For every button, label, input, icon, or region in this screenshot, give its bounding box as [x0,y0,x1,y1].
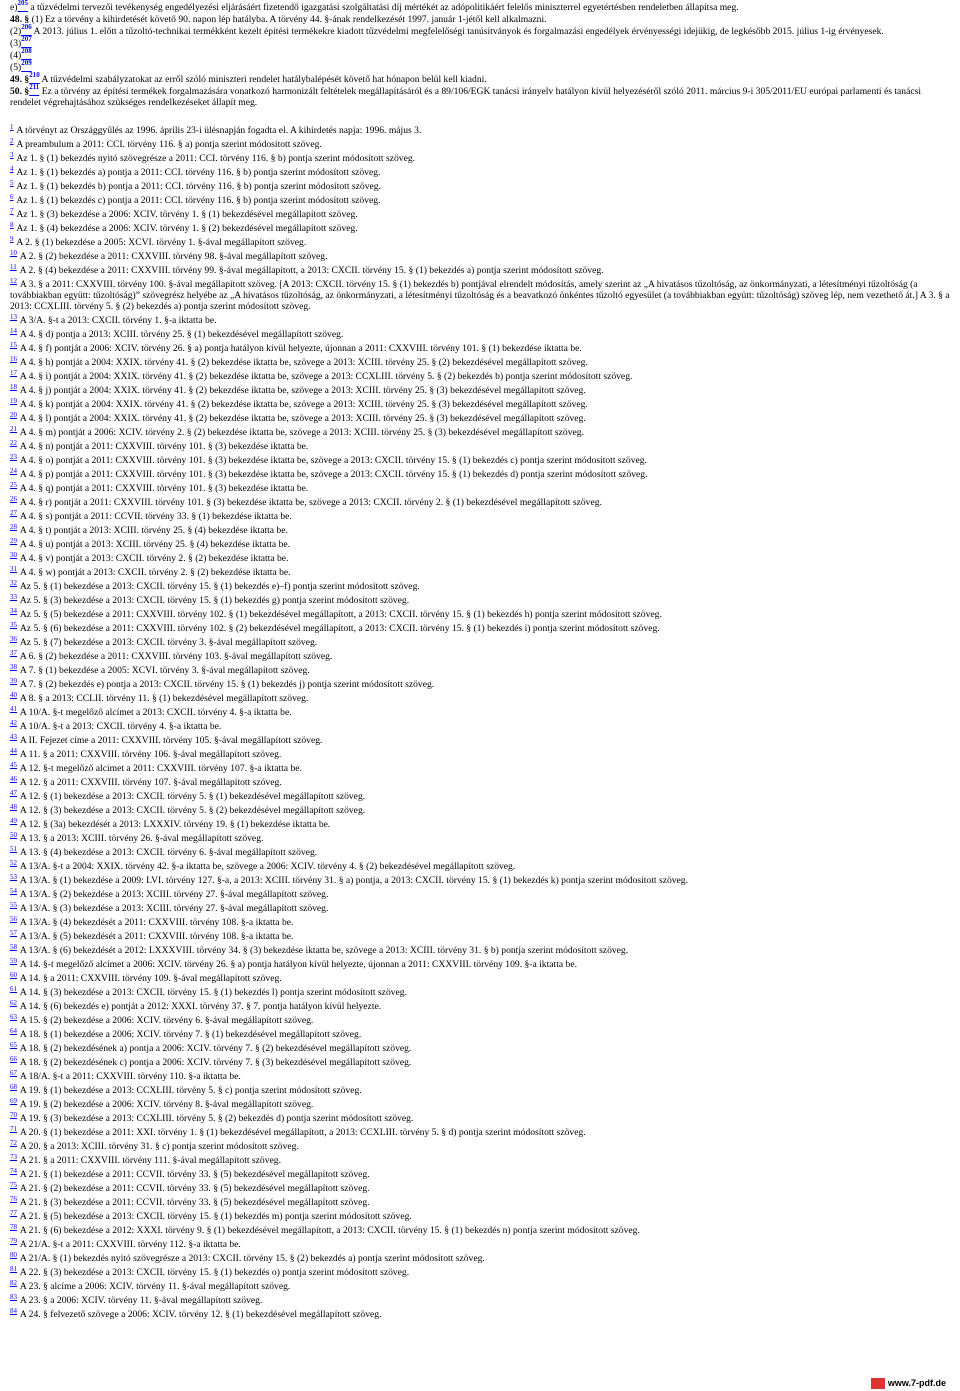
footnote-number-link[interactable]: 3 [10,151,14,159]
footnote-number-link[interactable]: 80 [10,1251,17,1259]
footnote-text: A 4. § v) pontját a 2013: CXCII. törvény 2. § (2) bekezdése iktatta be. [18,553,289,564]
footnote-number-link[interactable]: 79 [10,1237,17,1245]
footnote-item [10,1264,950,1278]
pdf-logo-icon [871,1378,885,1389]
footnote-number-link[interactable]: 56 [10,915,17,923]
footnote-number-link[interactable]: 77 [10,1209,17,1217]
footnote-text: Az 1. § (3) bekezdése a 2006: XCIV. törvény 1. § (1) bekezdésével megállapított szöveg. [14,209,358,220]
footnotes [10,122,950,1320]
footnote-number-link[interactable]: 18 [10,383,17,391]
footnote-text: A 12. § (3) bekezdése a 2013: CXCII. törvény 5. § (2) bekezdésével megállapított szöveg. [18,805,366,816]
footnote-number-link[interactable]: 36 [10,635,17,643]
footnote-text: A 19. § (3) bekezdése a 2013: CCXLIII. törvény 5. § (2) bekezdés d) pontja szerint módosított szöveg. [18,1113,414,1124]
footnote-text: A 23. § alcíme a 2006: XCIV. törvény 11. §-ával megállapított szöveg. [18,1281,291,1292]
footnote-number-link[interactable]: 74 [10,1167,17,1175]
footnote-text: A 6. § (2) bekezdése a 2011: CXXVIII. törvény 103. §-ával megállapított szöveg. [18,651,333,662]
footnote-number-link[interactable]: 32 [10,579,17,587]
footer-site: www.7-pdf.de [887,1378,946,1388]
footnote-text: A 21/A. § (1) bekezdés nyitó szövegrésze a 2013: CXCII. törvény 15. § (2) bekezdés a) pontja szerint módosított szöveg. [18,1253,485,1264]
footnote-number-link[interactable]: 23 [10,453,17,461]
footnote-text: A 21. § (3) bekezdése a 2011: CCVII. törvény 33. § (5) bekezdésével megállapított szöveg. [18,1197,370,1208]
footnote-item [10,662,950,676]
footnote-item [10,1166,950,1180]
footnote-item [10,550,950,564]
footnote-item [10,760,950,774]
footnote-item [10,368,950,382]
footnote-item [10,1278,950,1292]
footnote-item [10,1208,950,1222]
footnote-number-link[interactable]: 31 [10,565,17,573]
footnote-number-link[interactable]: 2 [10,137,14,145]
footnote-item [10,690,950,704]
footnote-number-link[interactable]: 72 [10,1139,17,1147]
footnote-number-link[interactable]: 45 [10,761,17,769]
footnote-text: A 14. § (6) bekezdés e) pontját a 2012: XXXI. törvény 37. § 7. pontja hatályon kívül helyezte. [18,1001,382,1012]
footnote-number-link[interactable]: 19 [10,397,17,405]
paragraph-prefix: 49. § [10,74,30,85]
footnote-number-link[interactable]: 57 [10,929,17,937]
footnote-ref[interactable]: 211 [29,83,40,91]
footnote-text: A 21. § (5) bekezdése a 2013: CXCII. törvény 15. § (1) bekezdés m) pontja szerint módosított szöveg. [18,1211,412,1222]
footnote-text: A 12. § (1) bekezdése a 2013: CXCII. törvény 5. § (1) bekezdésével megállapított szöveg. [18,791,366,802]
footnote-number-link[interactable]: 27 [10,509,17,517]
footnote-number-link[interactable]: 70 [10,1111,17,1119]
footnote-number-link[interactable]: 83 [10,1293,17,1301]
footnote-text: Az 1. § (1) bekezdés nyitó szövegrésze a 2011: CCI. törvény 116. § b) pontja szerint módosított szöveg. [14,153,416,164]
footnote-item [10,1222,950,1236]
footnote-item [10,1054,950,1068]
footnote-number-link[interactable]: 21 [10,425,17,433]
footnote-number-link[interactable]: 58 [10,943,17,951]
footnote-number-link[interactable]: 82 [10,1279,17,1287]
footnote-ref[interactable]: 207 [21,35,32,43]
footnote-text: A preambulum a 2011: CCI. törvény 116. § a) pontja szerint módosított szöveg. [14,139,322,150]
footnote-number-link[interactable]: 35 [10,621,17,629]
footnote-item [10,928,950,942]
footnote-item [10,452,950,466]
footnote-text: A 4. § h) pontját a 2004: XXIX. törvény 41. § (2) bekezdése iktatta be, szövege a 2013: XCIII. törvény 25. § (2) bekezdésével megállapított szöveg. [18,357,588,368]
footnote-number-link[interactable]: 61 [10,985,17,993]
footnote-number-link[interactable]: 33 [10,593,17,601]
footnote-item [10,1180,950,1194]
footnote-number-link[interactable]: 26 [10,495,17,503]
footnote-item [10,354,950,368]
footnote-text: A 13/A. § (1) bekezdése a 2009: LVI. törvény 127. §-a, a 2013: XCIII. törvény 31. § a) pontja, a 2013: CXCII. törvény 15. § (1) bekezdés k) pontja szerint módosított szöveg. [18,875,688,886]
footnote-item [10,206,950,220]
footnote-text: A 4. § q) pontját a 2011: CXXVIII. törvény 101. § (3) bekezdése iktatta be. [18,483,309,494]
footnote-item [10,620,950,634]
footnote-number-link[interactable]: 5 [10,179,14,187]
footnote-number-link[interactable]: 42 [10,719,17,727]
footnote-text: A 14. §-t megelőző alcímet a 2006: XCIV. törvény 26. § a) pontja hatályon kívül helyezte, újonnan a 2011: CXXVIII. törvény 109. §-a iktatta be. [18,959,577,970]
paragraph-text: a tűzvédelmi tervezői tevékenység engedélyezési eljárásáért fizetendő igazgatási szolgáltatási díj mértékét az adópolitikáért felelős miniszterrel egyetértésben rendeletben állapítsa meg. [27,2,739,13]
footnote-item [10,438,950,452]
footnote-item [10,984,950,998]
footnote-ref[interactable]: 210 [29,71,40,79]
footnote-text: Az 5. § (3) bekezdése a 2013: CXCII. törvény 15. § (1) bekezdés g) pontja szerint módosított szöveg. [18,595,410,606]
footnote-text: A 10/A. §-t megelőző alcímet a 2013: CXCII. törvény 4. §-a iktatta be. [18,707,292,718]
footnote-text: A 14. § (3) bekezdése a 2013: CXCII. törvény 15. § (1) bekezdés l) pontja szerint módosított szöveg. [18,987,407,998]
paragraph-text: A tűzvédelmi szabályzatokat az erről szóló miniszteri rendelet hatálybalépését követő hat hónapon belül kell kiadni. [39,74,487,85]
footnote-item [10,1068,950,1082]
footnote-number-link[interactable]: 8 [10,221,14,229]
footnote-item [10,1292,950,1306]
footnote-item [10,312,950,326]
footnote-text: A 7. § (1) bekezdése a 2005: XCVI. törvény 3. §-ával megállapított szöveg. [18,665,310,676]
footnote-item [10,816,950,830]
footnote-text: Az 5. § (6) bekezdése a 2011: CXXVIII. törvény 102. § (2) bekezdésével megállapított, a 2013: CXCII. törvény 15. § (1) bekezdés i) pontja szerint módosított szöveg. [18,623,660,634]
footnote-text: Az 5. § (1) bekezdése a 2013: CXCII. törvény 15. § (1) bekezdés e)–f) pontja szerint módosított szöveg. [18,581,420,592]
footnote-item [10,844,950,858]
footnote-text: A 4. § n) pontját a 2011: CXXVIII. törvény 101. § (3) bekezdése iktatta be. [18,441,309,452]
footnote-text: A 21/A. §-t a 2011: CXXVIII. törvény 112. §-a iktatta be. [18,1239,241,1250]
footnote-item [10,746,950,760]
footnote-text: A 21. § (2) bekezdése a 2011: CCVII. törvény 33. § (5) bekezdésével megállapított szöveg. [18,1183,370,1194]
footnote-text: A 7. § (2) bekezdés e) pontja a 2013: CXCII. törvény 15. § (1) bekezdés j) pontja szerint módosított szöveg. [18,679,435,690]
footnote-text: A 13/A. § (4) bekezdését a 2011: CXXVIII. törvény 108. §-a iktatta be. [18,917,294,928]
footnote-text: Az 5. § (7) bekezdése a 2013: CXCII. törvény 3. §-ával megállapított szöveg. [18,637,318,648]
footnote-text: A 13/A. §-t a 2004: XXIX. törvény 42. §-a iktatta be, szövege a 2006: XCIV. törvény 4. § (2) bekezdésével megállapított szöveg. [18,861,516,872]
footnote-text: A 4. § k) pontját a 2004: XXIX. törvény 41. § (2) bekezdése iktatta be, szövege a 2013: XCIII. törvény 25. § (3) bekezdésével megállapított szöveg. [18,399,588,410]
footnote-item [10,248,950,262]
footnote-number-link[interactable]: 30 [10,551,17,559]
footnote-number-link[interactable]: 28 [10,523,17,531]
footnote-text: A 19. § (1) bekezdése a 2013: CCXLIII. törvény 5. § c) pontja szerint módosított szöveg. [18,1085,362,1096]
paragraph-prefix: (4) [10,50,22,61]
footnote-text: A 18. § (2) bekezdésének a) pontja a 2006: XCIV. törvény 7. § (2) bekezdésével megállapított szöveg. [18,1043,412,1054]
footnote-text: A 15. § (2) bekezdése a 2006: XCIV. törvény 6. §-ával megállapított szöveg. [18,1015,314,1026]
footnote-number-link[interactable]: 17 [10,369,17,377]
footnote-item [10,1110,950,1124]
footnote-text: A 13/A. § (2) bekezdése a 2013: XCIII. törvény 27. §-ával megállapított szöveg. [18,889,329,900]
footnote-number-link[interactable]: 62 [10,999,17,1007]
footnote-item [10,914,950,928]
footnote-number-link[interactable]: 16 [10,355,17,363]
footnote-ref[interactable]: 206 [21,23,32,31]
footnote-text: A 4. § u) pontját a 2013: XCIII. törvény 25. § (4) bekezdése iktatta be. [18,539,291,550]
footnote-number-link[interactable]: 64 [10,1027,17,1035]
footnote-item [10,276,950,312]
footnote-number-link[interactable]: 38 [10,663,17,671]
footnote-item [10,592,950,606]
footnote-item [10,424,950,438]
footnote-number-link[interactable]: 71 [10,1125,17,1133]
footnote-item [10,234,950,248]
footnote-number-link[interactable]: 34 [10,607,17,615]
footnote-number-link[interactable]: 44 [10,747,17,755]
footnote-item [10,648,950,662]
footnote-number-link[interactable]: 47 [10,789,17,797]
footnote-item [10,480,950,494]
footnote-number-link[interactable]: 84 [10,1307,17,1315]
paragraph-prefix: (5) [10,62,22,73]
footnote-number-link[interactable]: 37 [10,649,17,657]
footnote-number-link[interactable]: 60 [10,971,17,979]
footnote-text: A 4. § s) pontját a 2011: CCVII. törvény 33. § (1) bekezdése iktatta be. [18,511,292,522]
footnote-item [10,676,950,690]
footnote-item [10,1138,950,1152]
footnote-number-link[interactable]: 76 [10,1195,17,1203]
footnote-text: Az 1. § (1) bekezdés c) pontja a 2011: CCI. törvény 116. § b) pontja szerint módosított szöveg. [14,195,381,206]
footnote-text: A 13/A. § (5) bekezdését a 2011: CXXVIII. törvény 108. §-a iktatta be. [18,931,294,942]
footnote-text: A 11. § a 2011: CXXVIII. törvény 106. §-ával megállapított szöveg. [18,749,282,760]
footnote-text: A 21. § (6) bekezdése a 2012: XXXI. törvény 9. § (1) bekezdésével megállapított, a 2013: CXCII. törvény 15. § (1) bekezdés n) pontja szerint módosított szöveg. [18,1225,640,1236]
footnote-text: A 22. § (3) bekezdése a 2013: CXCII. törvény 15. § (1) bekezdés o) pontja szerint módosított szöveg. [18,1267,410,1278]
footnote-number-link[interactable]: 11 [10,263,17,271]
law-paragraph [10,71,950,85]
footnote-number-link[interactable]: 54 [10,887,17,895]
paragraph-prefix: e) [10,2,18,13]
law-paragraph [10,23,950,37]
footnote-number-link[interactable]: 14 [10,327,17,335]
footnote-text: A 4. § w) pontját a 2013: CXCII. törvény 2. § (2) bekezdése iktatta be. [18,567,291,578]
footnote-text: A 14. § a 2011: CXXVIII. törvény 109. §-ával megállapított szöveg. [18,973,282,984]
footnote-item [10,340,950,354]
footnote-number-link[interactable]: 73 [10,1153,17,1161]
pdf-footer[interactable] [871,1378,946,1389]
footnote-number-link[interactable]: 22 [10,439,17,447]
footnote-text: A 4. § m) pontját a 2006: XCIV. törvény 2. § (2) bekezdése iktatta be, szövege a 2013: XCIII. törvény 25. § (3) bekezdésével megállapított szöveg. [18,427,584,438]
footnote-item [10,220,950,234]
footnote-number-link[interactable]: 39 [10,677,17,685]
footnote-item [10,1306,950,1320]
law-paragraph [10,2,950,13]
footnote-number-link[interactable]: 41 [10,705,17,713]
footnote-item [10,1124,950,1138]
footnote-text: A 21. § (1) bekezdése a 2011: CCVII. törvény 33. § (5) bekezdésével megállapított szöveg. [18,1169,370,1180]
footnote-text: A 12. §-t megelőző alcímet a 2011: CXXVIII. törvény 107. §-a iktatta be. [18,763,302,774]
footnote-item [10,830,950,844]
footnote-text: A 18. § (1) bekezdése a 2006: XCIV. törvény 7. § (1) bekezdésével megállapított szöveg. [18,1029,362,1040]
footnote-number-link[interactable]: 25 [10,481,17,489]
footnote-number-link[interactable]: 29 [10,537,17,545]
footnote-number-link[interactable]: 15 [10,341,17,349]
footnote-number-link[interactable]: 78 [10,1223,17,1231]
footnote-number-link[interactable]: 1 [10,123,14,131]
law-paragraph [10,14,950,25]
footnote-item [10,956,950,970]
footnote-item [10,494,950,508]
footnote-number-link[interactable]: 20 [10,411,17,419]
footnote-text: A 10/A. §-t a 2013: CXCII. törvény 4. §-a iktatta be. [18,721,222,732]
footnote-item [10,136,950,150]
footnote-text: A 3/A. §-t a 2013: CXCII. törvény 1. §-a iktatta be. [18,315,217,326]
footnote-ref[interactable]: 209 [21,59,32,67]
footnote-number-link[interactable]: 48 [10,803,17,811]
footnote-number-link[interactable]: 59 [10,957,17,965]
paragraph-prefix: (2) [10,26,22,37]
footnote-text: A 13. § (4) bekezdése a 2013: CXCII. törvény 6. §-ával megállapított szöveg. [18,847,318,858]
law-paragraph [10,35,950,49]
footnote-item [10,396,950,410]
footnote-text: A 20. § (1) bekezdése a 2011: XXI. törvény 1. § (1) bekezdésével megállapított, a 2013: CCXLIII. törvény 5. § d) pontja szerint módosított szöveg. [18,1127,586,1138]
footnote-item [10,900,950,914]
footnote-text: A 23. § a 2006: XCIV. törvény 11. §-ával megállapított szöveg. [18,1295,263,1306]
footnote-text: A 3. § a 2011: CXXVIII. törvény 100. §-ával megállapított szöveg. [A 2013: CXCII. törvény 15. § (1) bekezdés b) pontjával elrendelt módosítás, amely szerint az „A hivatásos tűzoltóság, az önkormányzati, a létesítményi tűzoltóság (a továbbiakban együtt: tűzoltóság)” szövegrész helyébe az „A hivatásos tűzoltóság, az önkormányzati, a létesítményi tűzoltóság és a beavatkozó önkéntes tűzoltó egyesület (a továbbiakban együtt: tűzoltóság) szöveg lép, nem vezethető át.] A 3. § a 2013: CCXLIII. törvény 5. § (2) bekezdés a) pontja szerint módosított szöveg. [10,279,950,312]
footnote-text: A 4. § l) pontját a 2004: XXIX. törvény 41. § (2) bekezdése iktatta be, szövege a 2013: XCIII. törvény 25. § (3) bekezdésével megállapított szöveg. [18,413,586,424]
footnote-text: A 12. § a 2011: CXXVIII. törvény 107. §-ával megállapított szöveg. [18,777,282,788]
footnote-number-link[interactable]: 10 [10,249,17,257]
footnote-text: A 4. § j) pontját a 2004: XXIX. törvény 41. § (2) bekezdése iktatta be, szövege a 2013: XCIII. törvény 25. § (3) bekezdésével megállapított szöveg. [18,385,586,396]
footnote-item [10,970,950,984]
footnote-item [10,1040,950,1054]
footnote-item [10,774,950,788]
paragraph-prefix: 50. § [10,86,30,97]
footnote-item [10,262,950,276]
footnote-number-link[interactable]: 7 [10,207,14,215]
footnote-item [10,508,950,522]
footnote-text: A 2. § (2) bekezdése a 2011: CXXVIII. törvény 98. §-ával megállapított szöveg. [18,251,328,262]
footnote-text: A 21. § a 2011: CXXVIII. törvény 111. §-ával megállapított szöveg. [18,1155,281,1166]
footnote-ref[interactable]: 205 [17,0,28,7]
footnote-number-link[interactable]: 4 [10,165,14,173]
footnote-number-link[interactable]: 52 [10,859,17,867]
footnote-item [10,788,950,802]
footnote-item [10,1236,950,1250]
footnote-item [10,872,950,886]
footnote-item [10,192,950,206]
footnote-item [10,802,950,816]
paragraph-text: A 2013. július 1. előtt a tűzoltó-technikai termékként kezelt építési termékekre kiadott tűzvédelmi megfelelőségi tanúsítványok és forgalmazási engedélyek érvényességi idejükig, de legkésőbb 2015. július 1-ig érvényesek. [31,26,884,37]
footnote-item [10,998,950,1012]
footnote-number-link[interactable]: 51 [10,845,17,853]
footnote-ref[interactable]: 208 [21,47,32,55]
footnote-text: Az 1. § (1) bekezdés a) pontja a 2011: CCI. törvény 116. § b) pontja szerint módosított szöveg. [14,167,381,178]
paragraph-text: (1) Ez a törvény a kihirdetését követő 90. napon lép hatályba. A törvény 44. §-ának rendelkezését 1997. január 1-jétől kell alkalmazni. [29,14,547,25]
footnote-item [10,1152,950,1166]
footnote-number-link[interactable]: 75 [10,1181,17,1189]
footnote-number-link[interactable]: 50 [10,831,17,839]
footnote-item [10,522,950,536]
footnote-text: A 4. § p) pontját a 2011: CXXVIII. törvény 101. § (3) bekezdése iktatta be, szövege a 2013: CXCII. törvény 15. § (1) bekezdés d) pontja szerint módosított szöveg. [18,469,648,480]
footnote-text: Az 5. § (5) bekezdése a 2011: CXXVIII. törvény 102. § (1) bekezdésével megállapított, a 2013: CXCII. törvény 15. § (1) bekezdés h) pontja szerint módosított szöveg. [18,609,662,620]
footnote-text: A 18. § (2) bekezdésének c) pontja a 2006: XCIV. törvény 7. § (3) bekezdésével megállapított szöveg. [18,1057,412,1068]
footnote-number-link[interactable]: 68 [10,1083,17,1091]
footnote-text: A 24. § felvezető szövege a 2006: XCIV. törvény 12. § (1) bekezdésével megállapított szöveg. [18,1309,382,1320]
footnote-item [10,858,950,872]
footnote-text: A 20. § a 2013: XCIII. törvény 31. § c) pontja szerint módosított szöveg. [18,1141,299,1152]
footnote-number-link[interactable]: 46 [10,775,17,783]
footnote-item [10,536,950,550]
paragraph-prefix: (3) [10,38,22,49]
footnote-text: A II. Fejezet címe a 2011: CXXVIII. törvény 105. §-ával megállapított szöveg. [18,735,323,746]
footnote-item [10,466,950,480]
footnote-item [10,634,950,648]
footnote-item [10,178,950,192]
footnote-text: Az 1. § (1) bekezdés b) pontja a 2011: CCI. törvény 116. § b) pontja szerint módosított szöveg. [14,181,381,192]
law-text [10,2,950,108]
footnote-text: A 13. § a 2013: XCIII. törvény 26. §-ával megállapított szöveg. [18,833,264,844]
footnote-number-link[interactable]: 66 [10,1055,17,1063]
footnote-item [10,578,950,592]
footnote-number-link[interactable]: 12 [10,277,17,285]
footnote-item [10,122,950,136]
footnote-item [10,732,950,746]
footnote-number-link[interactable]: 9 [10,235,14,243]
footnote-item [10,382,950,396]
footnote-number-link[interactable]: 69 [10,1097,17,1105]
footnote-number-link[interactable]: 6 [10,193,14,201]
footnote-item [10,1026,950,1040]
footnote-text: A 8. § a 2013: CCLII. törvény 11. § (1) bekezdésével megállapított szöveg. [18,693,309,704]
footnote-item [10,886,950,900]
footnote-item [10,1096,950,1110]
footnote-number-link[interactable]: 63 [10,1013,17,1021]
footnote-item [10,564,950,578]
footnote-item [10,1194,950,1208]
footnote-text: Az 1. § (4) bekezdése a 2006: XCIV. törvény 1. § (2) bekezdésével megállapított szöveg. [14,223,358,234]
footnote-item [10,942,950,956]
footnote-text: A 2. § (4) bekezdése a 2011: CXXVIII. törvény 99. §-ával megállapított, a 2013: CXCII. törvény 15. § (1) bekezdés a) pontja szerint módosított szöveg. [17,265,604,276]
footnote-item [10,1082,950,1096]
footnote-text: A 2. § (1) bekezdése a 2005: XCVI. törvény 1. §-ával megállapított szöveg. [14,237,307,248]
footnote-number-link[interactable]: 43 [10,733,17,741]
footnote-number-link[interactable]: 67 [10,1069,17,1077]
footnote-number-link[interactable]: 53 [10,873,17,881]
footnote-item [10,606,950,620]
footnote-text: A 18/A. §-t a 2011: CXXVIII. törvény 110. §-a iktatta be. [18,1071,241,1082]
footnote-item [10,164,950,178]
footnote-item [10,326,950,340]
footnote-text: A 4. § r) pontját a 2011: CXXVIII. törvény 101. § (3) bekezdése iktatta be, szövege a 2013: CXCII. törvény 2. § (1) bekezdésével megállapított szöveg. [18,497,602,508]
footnote-item [10,1250,950,1264]
footnote-number-link[interactable]: 40 [10,691,17,699]
law-paragraph [10,59,950,73]
footnote-item [10,1012,950,1026]
footnote-text: A törvényt az Országgyűlés az 1996. április 23-i ülésnapján fogadta el. A kihirdetés napja: 1996. május 3. [14,125,422,136]
footnote-number-link[interactable]: 24 [10,467,17,475]
footnote-number-link[interactable]: 81 [10,1265,17,1273]
footnote-text: A 4. § f) pontját a 2006: XCIV. törvény 26. § a) pontja hatályon kívül helyezte, újonnan a 2011: CXXVIII. törvény 101. § (1) bekezdése iktatta be. [18,343,582,354]
footnote-text: A 19. § (2) bekezdése a 2006: XCIV. törvény 8. §-ával megállapított szöveg. [18,1099,314,1110]
law-paragraph [10,83,950,108]
paragraph-prefix: 48. § [10,14,30,25]
footnote-text: A 12. § (3a) bekezdését a 2013: LXXXIV. törvény 19. § (1) bekezdése iktatta be. [18,819,331,830]
footnote-text: A 4. § d) pontja a 2013: XCIII. törvény 25. § (1) bekezdésével megállapított szöveg. [18,329,344,340]
footnote-number-link[interactable]: 49 [10,817,17,825]
footnote-text: A 4. § o) pontját a 2011: CXXVIII. törvény 101. § (3) bekezdése iktatta be, szövege a 2013: CXCII. törvény 15. § (1) bekezdés c) pontja szerint módosított szöveg. [18,455,647,466]
law-paragraph [10,47,950,61]
footnote-text: A 13/A. § (6) bekezdését a 2012: LXXXVIII. törvény 34. § (3) bekezdése iktatta be, szövege a 2013: XCIII. törvény 31. § b) pontja szerint módosított szöveg. [18,945,629,956]
footnote-number-link[interactable]: 13 [10,313,17,321]
footnote-number-link[interactable]: 55 [10,901,17,909]
footnote-text: A 4. § i) pontját a 2004: XXIX. törvény 41. § (2) bekezdése iktatta be, szövege a 2013: CCXLIII. törvény 5. § (2) bekezdés b) pontja szerint módosított szöveg. [18,371,633,382]
footnote-item [10,704,950,718]
footnote-text: A 13/A. § (3) bekezdése a 2013: XCIII. törvény 27. §-ával megállapított szöveg. [18,903,329,914]
footnote-text: A 4. § t) pontját a 2013: XCIII. törvény 25. § (4) bekezdése iktatta be. [18,525,288,536]
footnote-item [10,410,950,424]
footnote-item [10,150,950,164]
paragraph-text: Ez a törvény az építési termékek forgalmazására vonatkozó harmonizált feltételek megállapításáról és a 89/106/EGK tanácsi irányelv hatályon kívül helyezéséről szóló 2011. március 9-i 305/2011/EU európai parlamenti és tanácsi rendelet végrehajtásához szükséges rendelkezéseket állapít meg. [10,86,921,108]
footnote-item [10,718,950,732]
footnote-number-link[interactable]: 65 [10,1041,17,1049]
